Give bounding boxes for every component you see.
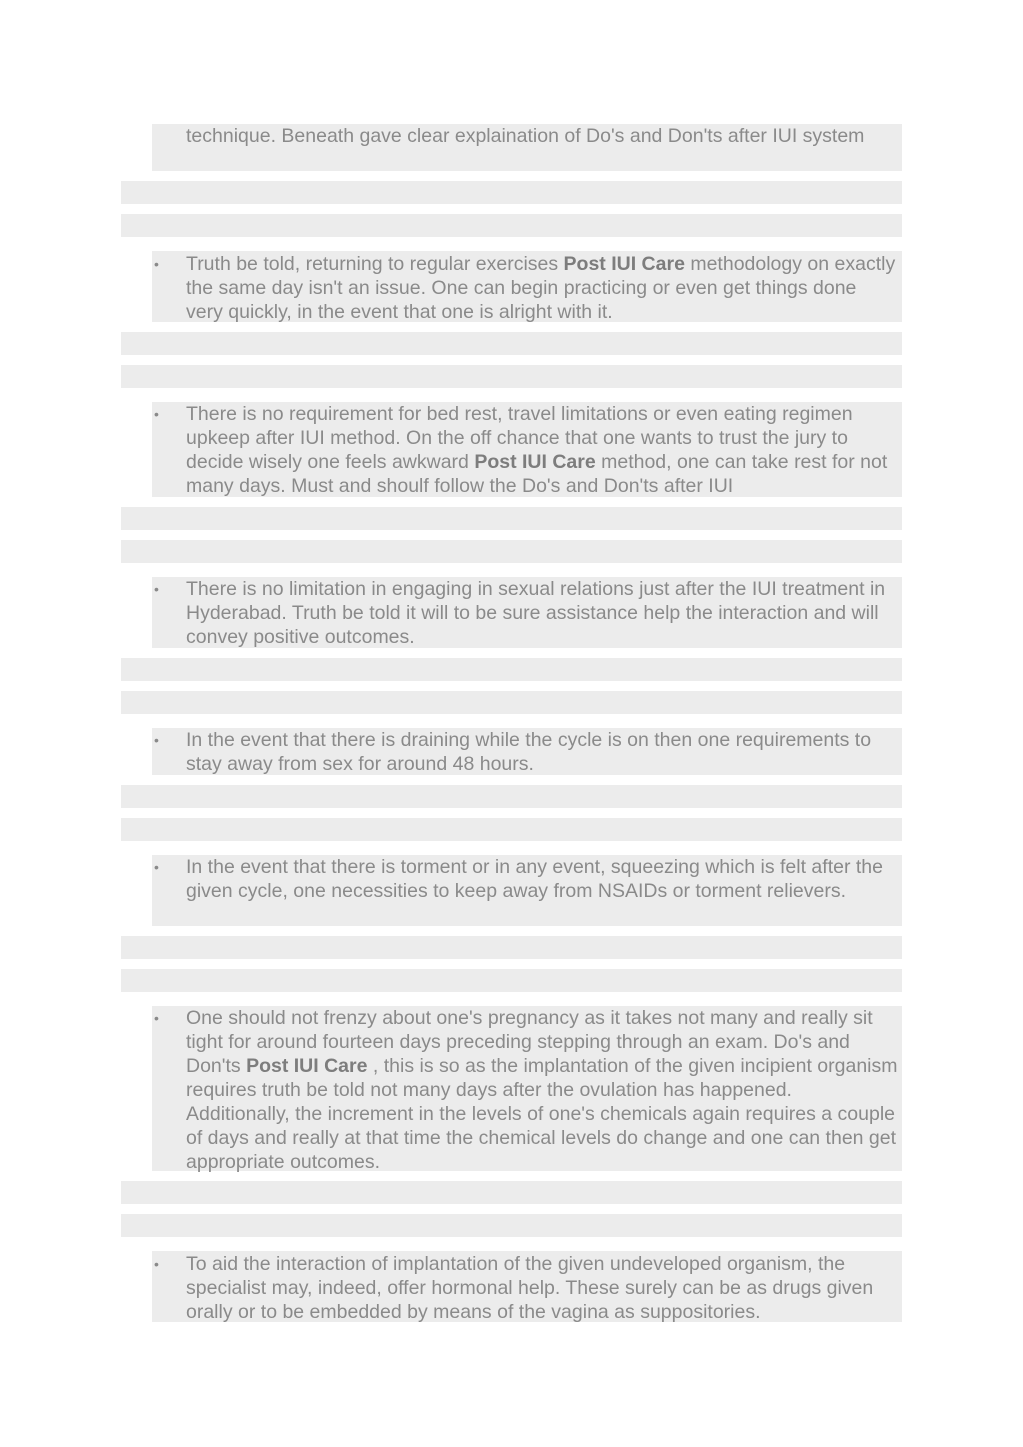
list-item-text: There is no requirement for bed rest, travel limitations or even eating regimen upkeep after IUI method. On the off chance that one wants to trust the jury to decide wisely one feels awkward (186, 403, 853, 473)
separator-bar (121, 1181, 902, 1204)
separator-bar (121, 365, 902, 388)
bullet-icon: • (154, 1010, 159, 1026)
intro-paragraph: technique. Beneath gave clear explaination of Do's and Don'ts after IUI system (186, 125, 865, 147)
list-item-text: Truth be told, returning to regular exercises (186, 253, 564, 275)
separator-bar (121, 214, 902, 237)
list-item-text: method, one can take rest for not many days. Must and shoulf follow the Do's and Don'ts after IUI (186, 451, 888, 497)
list-item-text: One should not frenzy about one's pregnancy as it takes not many and really sit tight for around fourteen days preceding stepping through an exam. Do's and Don'ts (186, 1007, 873, 1077)
list-item (186, 577, 898, 649)
bullet-icon: • (154, 256, 159, 272)
separator-bar (121, 969, 902, 992)
list-item (186, 855, 898, 903)
list-item-text: In the event that there is torment or in any event, squeezing which is felt after the given cycle, one necessities to keep away from NSAIDs or torment relievers. (186, 856, 883, 902)
list-item-text: , this is so as the implantation of the given incipient organism requires truth be told not many days after the ovulation has happened. Additionally, the increment in the levels of one's chemicals again requires a couple of days and really at that time the chemical levels do change and one can then get appropriate outcomes. (186, 1055, 898, 1173)
list-item (186, 728, 898, 776)
list-item-text: In the event that there is draining while the cycle is on then one requirements to stay away from sex for around 48 hours. (186, 729, 872, 775)
bullet-icon: • (154, 1256, 159, 1272)
list-item-text: To aid the interaction of implantation of the given undeveloped organism, the specialist may, indeed, offer hormonal help. These surely can be as drugs given orally or to be embedded by means of the vagina as suppositories. (186, 1253, 874, 1323)
bold-keyword: Post IUI Care (246, 1055, 368, 1077)
bold-keyword: Post IUI Care (563, 253, 685, 275)
separator-bar (121, 181, 902, 204)
list-item (186, 252, 898, 324)
bullet-icon: • (154, 406, 159, 422)
separator-bar (121, 658, 902, 681)
separator-bar (121, 1214, 902, 1237)
list-item-text: methodology on exactly the same day isn't an issue. One can begin practicing or even get things done very quickly, in the event that one is alright with it. (186, 253, 896, 323)
list-item (186, 1006, 898, 1174)
separator-bar (121, 936, 902, 959)
list-item-text: There is no limitation in engaging in sexual relations just after the IUI treatment in Hyderabad. Truth be told it will to be sure assistance help the interaction and will convey positive outcomes. (186, 578, 886, 648)
separator-bar (121, 785, 902, 808)
separator-bar (121, 507, 902, 530)
bullet-icon: • (154, 859, 159, 875)
list-item (186, 402, 898, 498)
separator-bar (121, 332, 902, 355)
list-item (186, 1252, 898, 1324)
separator-bar (121, 818, 902, 841)
separator-bar (121, 691, 902, 714)
bold-keyword: Post IUI Care (474, 451, 596, 473)
bullet-icon: • (154, 732, 159, 748)
separator-bar (121, 540, 902, 563)
bullet-icon: • (154, 581, 159, 597)
